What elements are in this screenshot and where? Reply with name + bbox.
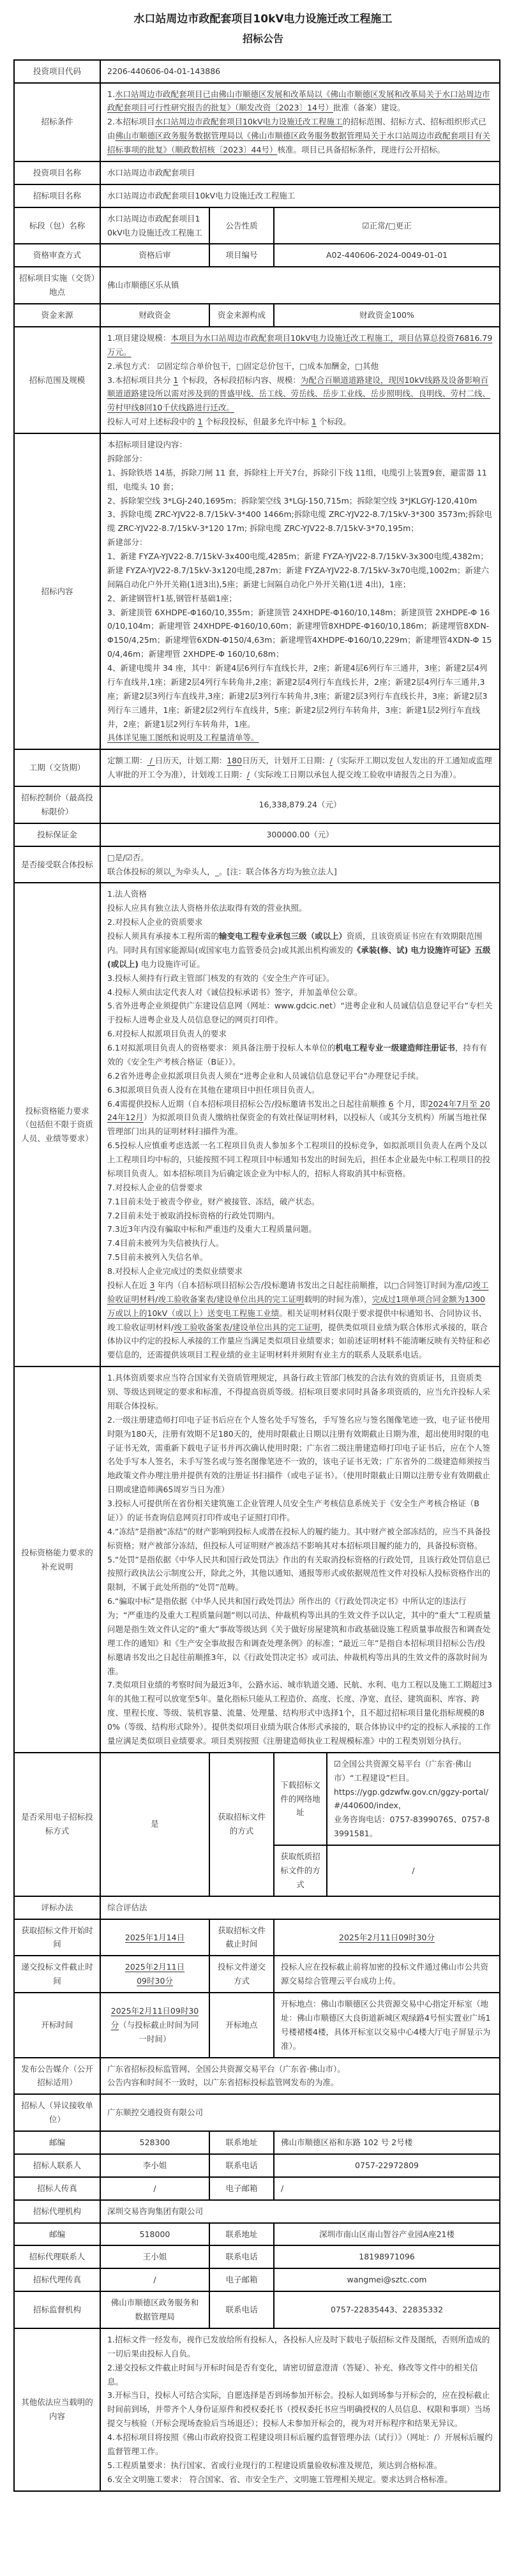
project-number-label: 项目编号 <box>209 244 274 267</box>
fund-source-label: 资金来源 <box>14 304 100 327</box>
duration-value: 定额工期： / 日历天，计划工期：180日历天，计划开工日期：/（实际开工期以发包人发出的开工通知或监理人审批的开工令为准），计划竣工日期：/（实际竣工日期以承包人提交竣工验收申请报告之日为准）。 <box>100 749 500 786</box>
tenderer-value: 广东顺控交通投资有限公司 <box>100 2094 500 2131</box>
agency-phone-label: 联系电话 <box>209 2245 274 2268</box>
agency-label: 招标代理机构 <box>14 2200 100 2223</box>
other-contents-value: 1.招标文件一经发布，视作已发放给所有投标人，各投标人应及时下载电子版招标文件及图纸，否则所造成的一切后果由投标人自负。 2.递交投标文件截止时间与开标时间是否有变化，请密切留意澄清（答疑）、补充、修改等文件中的相关信息。 3.开标当日，投标人可结合实际，自愿选择是否到场参加开标会。投标人如到场参与开标会的，应在投标截止时间前到场，并带齐个人身份证原件和授权委托书（授权委托书应当明确授权的人员信息、权限和事项）当场提交与核验（开标会现场查验后当场退还）；投标人未参加开标会的，视为对开标程序和结果无异议。 4.本招标项目将按照《佛山市政府投资工程建设项目标后履约监督管理办法（试行）》（网址：/）开展标后履约监督管理工作。 5.工程质量要求：执行国家、省或行业现行的工程建设质量验收标准及规范，须达到合格标准。 6.安全文明施工要求： 符合国家、省、市安全生产、文明施工管理相关规定。要求达到合格标准。 <box>100 2328 500 2491</box>
row-consortium <box>14 846 500 883</box>
tenderer-email-value: / <box>274 2177 500 2200</box>
investment-project-name-label: 投资项目名称 <box>14 161 100 184</box>
row-delivery-place <box>14 267 500 304</box>
notice-nature-value: ☑正常/□更正 <box>274 207 500 244</box>
row-tender-conditions <box>14 83 500 161</box>
tender-conditions-label: 招标条件 <box>14 83 100 161</box>
doc-obtain-method-label: 获取招标文件的方式 <box>209 1753 274 1896</box>
agency-address-value: 深圳市南山区南山智谷产业园A座21楼 <box>274 2223 500 2246</box>
row-investment-project-name <box>14 161 500 184</box>
investment-project-name-value: 水口站周边市政配套项目 <box>100 161 500 184</box>
doc-start-time-value: 2025年1月14日 <box>100 1919 209 1956</box>
other-contents-label: 其他依法应当载明的内容 <box>14 2328 100 2491</box>
page-title-line1: 水口站周边市政配套项目10kV电力设施迁改工程施工 <box>133 13 393 26</box>
row-evaluation-method <box>14 1896 500 1919</box>
delivery-place-value: 佛山市顺德区乐从镇 <box>100 267 500 304</box>
capability-requirements-value: 1.法人资格 投标人应具有独立法人资格并依法取得有效的营业执照。 2.对投标人企业的资质要求 投标人须具有承接本工程所需的输变电工程专业承包三级（或以上）资质，且该资质证书应在有效期限范围内。同时具有国家能源局(或国家电力监管委员会)或其派出机构颁发的《承装(修、试) 电力设施许可证》五级(或以上) 电力设施许可证。 3.投标人须持有行政主管部门核发的有效的《安全生产许可证》。 4.投标人须由法定代表人对《诚信投标承诺书》签字，并加盖单位公章。 5.省外进粤企业须提供广东建设信息网（网址：www.gdcic.net）“进粤企业和人员诚信信息登记平台”专栏关于投标人进粤企业及人员信息登记的网页打印件。 6.对投标人拟派项目负责人的要求 6.1对拟派项目负责人的资格要求：须具备注册于投标人本单位的机电工程专业一级建造师注册证书，持有有效的《安全生产考核合格证（B证）》。 6.2省外进粤企业拟派项目负责人须在“进粤企业和人员诚信信息登记平台”办理登记手续。 6.3拟派项目负责人没有在其他在建项目中担任项目负责人。 6.4需提供投标人近期（自本招标项目招标公告/投标邀请书发出之日起往前顺推 6 个月，即2024年7月至 2024年12月）为拟派项目负责人缴纳社保资金的有效社保证明材料，以投标人（或其分支机构）所属当地社保管理部门出具的证明材料扫描件为准。 6.5投标人应慎重考虑选派一名工程项目负责人参加多个工程项目的投标竞争，如拟派项目负责人在两个及以上工程项目均中标的，只能按照不同工程项目中标通知书发出的时间先后，担任本企业最先中标工程项目的投标项目负责人。如本招标项目为后确定该企业为中标人的，招标人将取消其中标资格。 7.对投标人企业的信誉要求 7.1目前未处于被责令停业，财产被接管、冻结，破产状态。 7.2目前未处于被取消投标资格的行政处罚期内。 7.3近3年内没有骗取中标和严重违约及重大工程质量问题。 7.4目前未被列为失信被执行人。 7.5目前未被列入失信名单。 8.对投标人企业完成过的类似业绩要求 投标人在近 3 年内（自本招标项目招标公告/投标邀请书发出之日起往前顺推，以□合同签订时间为准/☑竣工验收证明材料/竣工验收备案表/建设单位出具的完工证明载明的时间为准），完成过1项单项合同金额为1300万或以上的10kV（或以上）送变电工程施工业绩。相关证明材料仅限于要求提供中标通知书、合同协议书、竣工验收证明材料/竣工验收备案表/建设单位出具的完工证明，提供类似项目业绩为联合体形式承接的，联合体协议中约定的投标人承接的工作量应当满足类似项目业绩要求；如前述证明材料不能清晰反映有关特征和必要信息的，还需提供该项目工程业绩的业主证明材料并须附有业主方的联系人及联系电话。 <box>100 883 500 1367</box>
row-price-ceiling <box>14 786 500 823</box>
tenderer-address-label: 联系地址 <box>209 2131 274 2154</box>
bid-opening-time-label: 开标时间 <box>14 1993 100 2058</box>
supervisor-value: 佛山市顺德区政务服务和数据管理局 <box>100 2291 209 2328</box>
row-capability-notes <box>14 1367 500 1753</box>
supervisor-phone-value: 0757-22835443、22835332 <box>274 2291 500 2328</box>
price-ceiling-label: 招标控制价（最高投标限价） <box>14 786 100 823</box>
row-electronic-bidding <box>14 1753 500 1845</box>
tenderer-contact-label: 招标人联系人 <box>14 2154 100 2177</box>
price-ceiling-value: 16,338,879.24（元） <box>100 786 500 823</box>
row-duration <box>14 749 500 786</box>
tenderer-address-value: 佛山市顺德区裕和东路 102 号 2号楼 <box>274 2131 500 2154</box>
consortium-label: 是否接受联合体投标 <box>14 846 100 883</box>
row-tenderer-contact <box>14 2154 500 2177</box>
row-supervisor <box>14 2291 500 2328</box>
tender-scope-value: 1.项目建设规模：本项目为水口站周边市政配套项目10kV电力设施迁改工程施工，项目估算总投资76816.79万元。 2.承包方式： ☑固定综合单价包干，□固定总价包干，□成本加酬金，□其他 3.本招标项目共分 1 个标段，各标段招标内容、规模：为配合百顺道道路建设，现因10kV线路及设备影响百顺道道路建设所以需对涉及到的晋盛甲线、岳工线、劳岳线、岳步工业线、岳步照明线、良明线、劳村二线、劳村甲线8回10千伏线路进行迁改。 投标人可对上述标段中的 1 个标段投标，但最多允许中标 1 个标段。 <box>100 327 500 433</box>
page-title <box>13 9 513 49</box>
tenderer-email-label: 电子邮箱 <box>209 2177 274 2200</box>
capability-requirements-label: 投标资格能力要求（包括但不限于资质人员、业绩等要求） <box>14 883 100 1367</box>
submission-method-value: 投标人应在投标截止前将加密的投标文件通过佛山市公共资源交易综合管理云平台成功上传。 <box>274 1956 500 1993</box>
tender-content-value: 本招标项目建设内容： 拆除部分： 1、拆除铁塔 14基，拆除刀闸 11 套，拆除柱上开关7台，拆除引下线 11组，电缆引上装置9套，避雷器 11 组，电缆头 10 套； 2、拆除架空线 3*LGJ-240,1695m；拆除架空线 3*LGJ-150,715m；拆除架空线 3*JKLGYJ-120,410m 3、拆除电缆 ZRC-YJV22-8.7/15kV-3*400 1466m;拆除电缆 ZRC-YJV22-8.7/15kV-3*300 3573m;拆除电缆 ZRC-YJV22-8.7/15kV-3*120 17m; 拆除电缆 ZRC-YJV22-8.7/15kV-3*70,195m； 新建部分： 1、新建 FYZA-YJV22-8.7/15kV-3x400电缆,4285m；新建 FYZA-YJV22-8.7/15kV-3x300电缆,4382m；新建 FYZA-YJV22-8.7/15kV-3x120电缆,287m；新建 FYZA-YJV22-8.7/15kV-3x70电缆,1002m；新建六间隔自动化户外开关箱(1进3出),5座；新建七间隔自动化户外开关箱(1进 4出)，1座； 2、新建钢管杆1基,钢管杆基础1座； 3、新建顶管 6XHDPE-Φ160/10,355m；新建顶管 24XHDPE-Φ160/10,148m；新建顶管 2XHDPE-Φ 160/10,104m；新建埋管 24XHDPE-Φ160/10,60m；新建埋管8XHDPE-Φ160/10,186m；新建埋管8XDN-Φ150/4,25m；新建埋管6XDN-Φ150/4,63m；新建埋管4XHDPE-Φ160/10,229m；新建埋管4XDN-Φ 150/4,46m；新建埋管 2XHDPE-Φ 160/10,68m； 4、新建电缆井 34 座，其中：新建4层6列行车直线长井，2座；新建4层6列行车三通井，3座；新建2层4列行车直线井,1座；新建2层4列行车转角井,2座；新建2层4列行车直线长井，2座；新建2层4列行车三通井,3座；新建2层3列行车直线井,3座；新建2层3列行车转角井,3座；新建2层3列行车直线长井，3座；新建2层3列行车三通井，1座；新建2层2列行车直线井，5座；新建2层2列行车转角井，3座；新建1层2列行车直线井，2座；新建1层2列行车转角井，1座。 具体详见施工图纸和说明及工程量清单等。 <box>100 433 500 749</box>
qualification-review-label: 资格审查方式 <box>14 244 100 267</box>
tender-project-name-label: 招标项目名称 <box>14 184 100 207</box>
tenderer-zip-value: 528300 <box>100 2131 209 2154</box>
fund-source-value: 财政资金 <box>100 304 209 327</box>
row-agency-zip <box>14 2223 500 2246</box>
row-fund-source <box>14 304 500 327</box>
page-title-line2: 招标公告 <box>242 33 283 45</box>
tenderer-phone-label: 联系电话 <box>209 2154 274 2177</box>
row-agency-fax <box>14 2268 500 2291</box>
agency-email-value: wangmei@sztc.com <box>274 2268 500 2291</box>
paper-document-value: / <box>327 1845 500 1896</box>
row-document-time <box>14 1919 500 1956</box>
tenderer-fax-value: / <box>100 2177 209 2200</box>
submission-deadline-label: 递交投标文件截止时间 <box>14 1956 100 1993</box>
tenderer-zip-label: 邮编 <box>14 2131 100 2154</box>
announcement-table <box>13 59 500 2492</box>
investment-code-label: 投资项目代码 <box>14 60 100 83</box>
evaluation-method-value: 综合评估法 <box>100 1896 500 1919</box>
submission-method-label: 投标文件递交方式 <box>209 1956 274 1993</box>
agency-phone-value: 18198971096 <box>274 2245 500 2268</box>
section-name-label: 标段（包）名称 <box>14 207 100 244</box>
evaluation-method-label: 评标办法 <box>14 1896 100 1919</box>
announcement-media-value: 广东省招标投标监管网、全国公共资源交易平台（广东省·佛山市）。 公告内容和时间不一致时，以广东省招标投标监管网发布的为准。 <box>100 2058 500 2095</box>
bid-opening-time-value: 2025年2月11日09时30分（与投标截止时间为同一时间） <box>100 1993 209 2058</box>
agency-fax-value: / <box>100 2268 209 2291</box>
row-bid-deposit <box>14 823 500 846</box>
tenderer-label: 招标人（异议接收单位） <box>14 2094 100 2131</box>
row-tenderer <box>14 2094 500 2131</box>
duration-label: 工期（交货期） <box>14 749 100 786</box>
tenderer-contact-value: 李小姐 <box>100 2154 209 2177</box>
announcement-media-label: 发布公告媒介（公开招标适用） <box>14 2058 100 2095</box>
tender-content-label: 招标内容 <box>14 433 100 749</box>
project-number-value: A02-440606-2024-0049-01-01 <box>274 244 500 267</box>
investment-code-value: 2206-440606-04-01-143886 <box>100 60 500 83</box>
agency-zip-label: 邮编 <box>14 2223 100 2246</box>
agency-value: 深圳交易咨询集团有限公司 <box>100 2200 500 2223</box>
qualification-review-value: 资格后审 <box>100 244 209 267</box>
row-tenderer-zip <box>14 2131 500 2154</box>
doc-start-time-label: 获取招标文件开始时间 <box>14 1919 100 1956</box>
row-submission <box>14 1956 500 1993</box>
download-address-value: ☑全国公共资源交易平台（广东省·佛山市）“工程建设”栏目。 https://ygp.gdzwfw.gov.cn/ggzy-portal/#/440600/index， 业务咨询电话：0757-83990765、0757-83991581。 <box>327 1753 500 1845</box>
row-tenderer-fax <box>14 2177 500 2200</box>
agency-fax-label: 招标代理传真 <box>14 2268 100 2291</box>
agency-contact-value: 王小姐 <box>100 2245 209 2268</box>
doc-deadline-label: 获取招标文件截止时间 <box>209 1919 274 1956</box>
bid-deposit-label: 投标保证金 <box>14 823 100 846</box>
download-address-label: 下载招标文件的网络地址 <box>274 1753 327 1845</box>
bid-deposit-value: 300000.00（元） <box>100 823 500 846</box>
tender-conditions-value: 1.水口站周边市政配套项目已由佛山市顺德区发展和改革局以《佛山市顺德区发展和改革局关于水口站周边市政配套项目可行性研究报告的批复》（顺发改资〔2023〕14号）批准（备案）建设。 2.本招标项目水口站周边市政配套项目10kV电力设施迁改工程施工的招标范围、招标方式、招标组织形式已由佛山市顺德区政务服务数据管理局以《佛山市顺德区政务服务数据管理局关于水口站周边市政配套项目有关招标事项的批复》（顺政数招核〔2023〕44号）核准。项目已具备招标条件，现进行公开招标。 <box>100 83 500 161</box>
row-other-contents <box>14 2328 500 2491</box>
submission-deadline-value: 2025年2月11日 09时30分 <box>100 1956 209 1993</box>
tender-project-name-value: 水口站周边市政配套项目10kV电力设施迁改工程施工 <box>100 184 500 207</box>
electronic-bidding-value: 是 <box>100 1753 209 1896</box>
row-capability-requirements <box>14 883 500 1367</box>
row-tender-project-name <box>14 184 500 207</box>
paper-document-label: 获取纸质招标文件的方式 <box>274 1845 327 1896</box>
agency-email-label: 电子邮箱 <box>209 2268 274 2291</box>
row-agency-contact <box>14 2245 500 2268</box>
row-tender-content <box>14 433 500 749</box>
supervisor-phone-label: 联系电话 <box>209 2291 274 2328</box>
bid-opening-place-label: 开标地点 <box>209 1993 274 2058</box>
row-agency <box>14 2200 500 2223</box>
doc-deadline-value: 2025年2月11日09时30分 <box>274 1919 500 1956</box>
tenderer-fax-label: 招标人传真 <box>14 2177 100 2200</box>
tender-scope-label: 招标范围及规模 <box>14 327 100 433</box>
row-announcement-media <box>14 2058 500 2095</box>
row-qualification-review <box>14 244 500 267</box>
electronic-bidding-label: 是否采用电子招标投标方式 <box>14 1753 100 1896</box>
agency-address-label: 联系地址 <box>209 2223 274 2246</box>
notice-nature-label: 公告性质 <box>209 207 274 244</box>
agency-zip-value: 518000 <box>100 2223 209 2246</box>
row-tender-scope <box>14 327 500 433</box>
row-section-name <box>14 207 500 244</box>
delivery-place-label: 招标项目实施（交货）地点 <box>14 267 100 304</box>
capability-notes-value: 1.具体资质要求应当符合国家有关资质管理规定，具备行政主管部门核发的合法有效的资质证书，且资质类别、等级达到规定的要求和标准，不得提高资质等级。招标项目要求同时具备多项资质的，应当允许投标人采用联合体投标。 2.一级注册建造师打印电子证书后应在个人签名处手写签名，手写签名应与签名图像笔迹一致，电子证书使用时限为180天，注册有效期不足180天的，使用时限截止日期以注册有效期截止日期为准，超出使用时限的电子证书无效，需重新下载电子证书并再次确认使用时限；广东省二级注册建造师打印电子证书后，应在个人签名处手写本人签名，未手写签名或与签名图像笔迹不一致的，该电子证书无效；广东省外的二级建造师须按当地政策文件办理注册并提供有效的注册证书扫描件（或电子证书）。（使用时限截止日期以注册专业有效期截止日期或建造师满65周岁当日为准） 3.投标人可提供所在省份相关建筑施工企业管理人员安全生产考核信息系统关于《安全生产考核合格证（B证）》的证书查询信息网页打印件或电子证照打印件。 4.“冻结”是指被“冻结”的财产影响到投标人或潜在投标人的履约能力。其中财产被全部冻结的，应当不具备投标资格；财产被部分冻结，但投标人可证明财产被冻结不影响其对本招标项目履约能力的，具备投标资格。 5.“处罚”是指依据《中华人民共和国行政处罚法》作出的有关取消投标资格的行政处罚，且该行政处罚信息已按照行政执法公示制度公开，除此之外，其他以通知、通报等形式或依据规范性文件对投标人投标资格作出的限制，不属于此处所指的“处罚”范畴。 6.“骗取中标”是指依据《中华人民共和国行政处罚法》所作出的《行政处罚决定书》中所认定的违法行为；“严重违约及重大工程质量问题”则以司法、仲裁机构等出具的生效文件予以认定，其中的“重大”工程质量问题是指生效文件认定的“重大”事故等级达到《关于做好房屋建筑和市政基础设施工程质量事故报告和调查处理工作的通知》和《生产安全事故报告和调查处理条例》的标准；“最近三年”是指自本招标项目招标公告/投标邀请书发出之日起往前顺推3年，以《行政处罚决定书》或司法、仲裁机构等出具的生效文件的落款时间为准。 7.类似项目业绩的考察时间为最近3年，公路水运、城市轨道交通、民航、水利、电力工程以及施工工期超过3年的其他工程可以放宽至5年。量化指标只能从工程造价、高度、长度、净宽、直径、建筑面积、库容、跨度、里程长度、等级、装机容量、流量、处理量、结构形式中选择1个，且不超过招标项目量化指标规模的80%（等级、结构形式除外）。提供类似项目业绩为联合体形式承接的，联合体协议中约定的投标人承接的工作量应满足类似项目业绩要求。项目类别按照《注册建造师执业工程规模标准》中的工程类别划分执行。 <box>100 1367 500 1753</box>
consortium-value: □是/☑否。 联合体投标的须以_为牵头人，_。[注：联合体各方均为独立法人] <box>100 846 500 883</box>
section-name-value: 水口站周边市政配套项目10kV电力设施迁改工程施工 <box>100 207 209 244</box>
fund-composition-value: 财政资金100% <box>274 304 500 327</box>
tenderer-phone-value: 0757-22972809 <box>274 2154 500 2177</box>
row-bid-opening <box>14 1993 500 2058</box>
row-investment-code <box>14 60 500 83</box>
supervisor-label: 招标监督机构 <box>14 2291 100 2328</box>
bid-opening-place-value: 开标地点：佛山市顺德区公共资源交易中心指定开标室（地址：佛山市顺德区大良街道新城区观绿路4号恒实置业广场1号楼裙楼4楼，具体开标室以交易中心4楼大厅电子屏显示为准）。 <box>274 1993 500 2058</box>
fund-composition-label: 资金来源构成 <box>209 304 274 327</box>
capability-notes-label: 投标资格能力要求的补充说明 <box>14 1367 100 1753</box>
agency-contact-label: 招标代理联系人 <box>14 2245 100 2268</box>
